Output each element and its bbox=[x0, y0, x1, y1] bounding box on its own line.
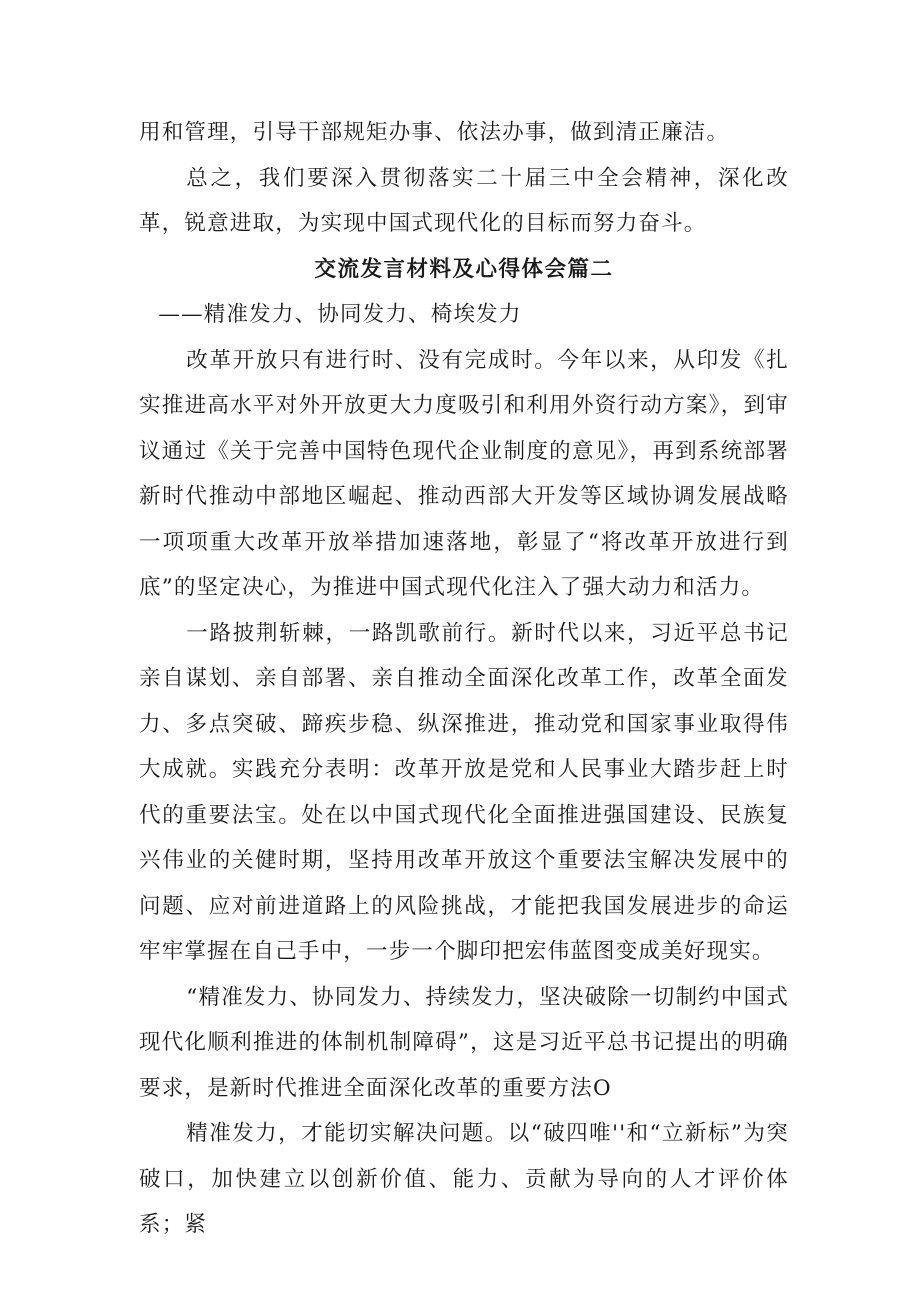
document-page bbox=[139, 110, 789, 1248]
section-heading: 交流发言材料及心得体会篇二 bbox=[314, 256, 614, 282]
paragraph-continued: 用和管理，引导干部规矩办事、依法办事，做到清正廉洁。 bbox=[139, 120, 730, 145]
paragraph-conclusion: 总之，我们要深入贯彻落实二十届三中全会精神，深化改革，锐意进取，为实现中国式现代化的目标而努力奋斗。 bbox=[139, 165, 789, 236]
body-paragraph-4: 精准发力，才能切实解决问题。以“破四唯''和“立新标”为突破口，加快建立以创新价值、能力、贡献为导向的人才评价体系；紧 bbox=[139, 1121, 789, 1237]
body-paragraph-1: 改革开放只有进行时、没有完成时。今年以来，从印发《扎实推进高水平对外开放更大力度吸引和利用外资行动方案》，到审议通过《关于完善中国特色现代企业制度的意见》，再到系统部署新时代推动中部地区崛起、推动西部大开发等区域协调发展战略一项项重大改革开放举措加速落地，彰显了“将改革开放进行到底”的坚定决心，为推进中国式现代化注入了强大动力和活力。 bbox=[139, 347, 789, 600]
body-paragraph-3: “精准发力、协同发力、持续发力，坚决破除一切制约中国式现代化顺利推进的体制机制障碍”，这是习近平总书记提出的明确要求，是新时代推进全面深化改革的重要方法O bbox=[139, 984, 789, 1101]
body-paragraph-2: 一路披荆斩棘，一路凯歌前行。新时代以来，习近平总书记亲自谋划、亲自部署、亲自推动全面深化改革工作，改革全面发力、多点突破、蹄疾步稳、纵深推进，推动党和国家事业取得伟大成就。实践充分表明：改革开放是党和人民事业大踏步赶上时代的重要法宝。处在以中国式现代化全面推进强国建设、民族复兴伟业的关健时期，坚持用改革开放这个重要法宝解决发展中的问题、应对前进道路上的风险挑战，才能把我国发展进步的命运牢牢掌握在自己手中，一步一个脚印把宏伟蓝图变成美好现实。 bbox=[139, 620, 789, 964]
section-subtitle: ——精准发力、协同发力、椅埃发力 bbox=[158, 302, 522, 327]
